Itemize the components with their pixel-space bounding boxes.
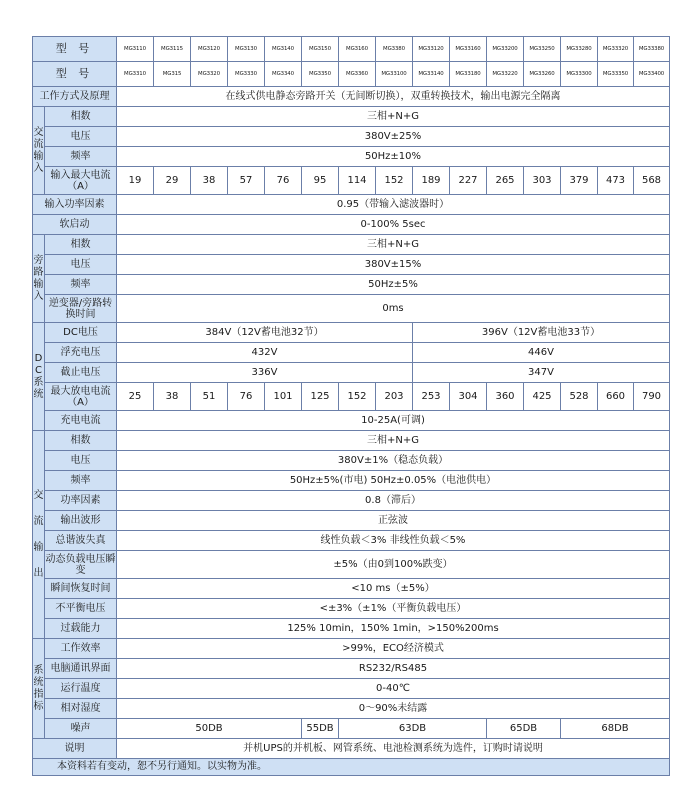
sys-eff-row [33,639,670,659]
model-cell: MG33140 [413,62,450,87]
value-cell: 303 [524,167,561,195]
sys-comm-value: RS232/RS485 [117,659,670,679]
dc-charge-value: 10-25A(可调) [117,411,670,431]
system-category: 系统指标 [33,639,45,739]
model-cell: MG33160 [450,37,487,62]
noise-cell: 50DB [117,719,302,739]
sys-noise-label: 噪声 [45,719,117,739]
sys-comm-row [33,659,670,679]
ac-freq-value: 50Hz±10% [117,147,670,167]
dc-voltage-row [33,323,670,343]
pf-row [33,195,670,215]
out-pf-row [33,491,670,511]
model-label-1: 型 号 [33,37,117,62]
model-cell: MG3160 [339,37,376,62]
value-cell: 304 [450,383,487,411]
out-wave-row [33,511,670,531]
out-dyn-value: ±5%（由0到100%跌变） [117,551,670,579]
ac-phase-row [33,107,670,127]
value-cell: 189 [413,167,450,195]
model-cell: MG3340 [265,62,302,87]
model-cell: MG3330 [228,62,265,87]
bypass-transfer-value: 0ms [117,295,670,323]
value-cell: 57 [228,167,265,195]
softstart-row [33,215,670,235]
out-unbal-value: <±3%（±1%（平衡负载电压） [117,599,670,619]
dc-float-a: 432V [117,343,413,363]
dc-charge-row [33,411,670,431]
value-cell: 360 [487,383,524,411]
model-cell: MG33200 [487,37,524,62]
model-label-2: 型 号 [33,62,117,87]
model-cell: MG3130 [228,37,265,62]
noise-cell: 68DB [561,719,670,739]
principle-row [33,87,670,107]
footer-note: 本资料若有变动，恕不另行通知。以实物为准。 [33,759,670,776]
model-cell: MG33400 [634,62,670,87]
value-cell: 51 [191,383,228,411]
value-cell: 114 [339,167,376,195]
out-recovery-label: 瞬间恢复时间 [45,579,117,599]
value-cell: 152 [376,167,413,195]
value-cell: 528 [561,383,598,411]
value-cell: 38 [154,383,191,411]
ac-voltage-row [33,127,670,147]
value-cell: 253 [413,383,450,411]
ac-current-row [33,167,670,195]
out-freq-row [33,471,670,491]
out-overload-label: 过载能力 [45,619,117,639]
model-cell: MG33280 [561,37,598,62]
bypass-category: 旁路输入 [33,235,45,323]
model-cell: MG3380 [376,37,413,62]
value-cell: 25 [117,383,154,411]
bypass-transfer-label: 逆变器/旁路转换时间 [45,295,117,323]
value-cell: 95 [302,167,339,195]
out-thd-row [33,531,670,551]
ac-phase-value: 三相+N+G [117,107,670,127]
principle-label: 工作方式及原理 [33,87,117,107]
out-thd-value: 线性负载＜3% 非线性负载＜5% [117,531,670,551]
out-phase-value: 三相+N+G [117,431,670,451]
model-cell: MG33250 [524,37,561,62]
sys-eff-value: >99%，ECO经济模式 [117,639,670,659]
remark-row [33,739,670,759]
model-cell: MG3115 [154,37,191,62]
model-cell: MG3140 [265,37,302,62]
model-cell: MG3150 [302,37,339,62]
sys-comm-label: 电脑通讯界面 [45,659,117,679]
dc-cutoff-b: 347V [413,363,670,383]
sys-noise-row [33,719,670,739]
dc-cutoff-row [33,363,670,383]
dc-cutoff-a: 336V [117,363,413,383]
out-pf-value: 0.8（滞后） [117,491,670,511]
model-cell: MG3320 [191,62,228,87]
out-wave-value: 正弦波 [117,511,670,531]
model-cell: MG3360 [339,62,376,87]
out-unbal-label: 不平衡电压 [45,599,117,619]
out-pf-label: 功率因素 [45,491,117,511]
model-cell: MG33350 [598,62,634,87]
bypass-transfer-row [33,295,670,323]
value-cell: 568 [634,167,670,195]
out-overload-value: 125% 10min，150% 1min，>150%200ms [117,619,670,639]
dc-float-label: 浮充电压 [45,343,117,363]
pf-label: 输入功率因素 [33,195,117,215]
sys-hum-row [33,699,670,719]
bypass-phase-label: 相数 [45,235,117,255]
ac-voltage-label: 电压 [45,127,117,147]
remark-label: 说明 [33,739,117,759]
dc-voltage-b: 396V（12V蓄电池33节） [413,323,670,343]
out-recovery-row [33,579,670,599]
bypass-freq-row [33,275,670,295]
model-cell: MG33220 [487,62,524,87]
out-dyn-label: 动态负载电压瞬变 [45,551,117,579]
value-cell: 227 [450,167,487,195]
out-phase-label: 相数 [45,431,117,451]
dc-cutoff-label: 截止电压 [45,363,117,383]
value-cell: 152 [339,383,376,411]
value-cell: 379 [561,167,598,195]
ac-phase-label: 相数 [45,107,117,127]
remark-value: 并机UPS的并机板、网管系统、电池检测系统为选件，订购时请说明 [117,739,670,759]
bypass-freq-value: 50Hz±5% [117,275,670,295]
out-phase-row [33,431,670,451]
model-row-2 [33,62,670,87]
value-cell: 203 [376,383,413,411]
model-cell: MG315 [154,62,191,87]
softstart-value: 0-100% 5sec [117,215,670,235]
softstart-label: 软启动 [33,215,117,235]
model-cell: MG33100 [376,62,413,87]
model-cell: MG33380 [634,37,670,62]
model-cell: MG33300 [561,62,598,87]
out-overload-row [33,619,670,639]
spec-sheet [32,36,670,776]
bypass-voltage-label: 电压 [45,255,117,275]
value-cell: 101 [265,383,302,411]
out-voltage-label: 电压 [45,451,117,471]
out-thd-label: 总谐波失真 [45,531,117,551]
ac-freq-label: 频率 [45,147,117,167]
noise-cell: 65DB [487,719,561,739]
sys-temp-value: 0-40℃ [117,679,670,699]
value-cell: 790 [634,383,670,411]
model-cell: MG33180 [450,62,487,87]
dc-float-b: 446V [413,343,670,363]
ac-input-category: 交流输入 [33,107,45,195]
dc-category: DC系统 [33,323,45,431]
output-category: 交流输出 [33,431,45,639]
ac-current-label: 输入最大电流（A） [45,167,117,195]
out-voltage-value: 380V±1%（稳态负载） [117,451,670,471]
out-unbal-row [33,599,670,619]
noise-cell: 55DB [302,719,339,739]
value-cell: 660 [598,383,634,411]
model-cell: MG3110 [117,37,154,62]
bypass-freq-label: 频率 [45,275,117,295]
noise-cell: 63DB [339,719,487,739]
value-cell: 19 [117,167,154,195]
value-cell: 76 [265,167,302,195]
dc-charge-label: 充电电流 [45,411,117,431]
model-cell: MG33260 [524,62,561,87]
dc-float-row [33,343,670,363]
dc-voltage-label: DC电压 [45,323,117,343]
sys-eff-label: 工作效率 [45,639,117,659]
sys-hum-value: 0～90%未结露 [117,699,670,719]
ac-voltage-value: 380V±25% [117,127,670,147]
out-wave-label: 输出波形 [45,511,117,531]
value-cell: 38 [191,167,228,195]
value-cell: 265 [487,167,524,195]
out-freq-value: 50Hz±5%(市电) 50Hz±0.05%（电池供电） [117,471,670,491]
pf-value: 0.95（带输入滤波器时） [117,195,670,215]
value-cell: 473 [598,167,634,195]
out-dyn-row [33,551,670,579]
sys-temp-label: 运行温度 [45,679,117,699]
model-cell: MG33320 [598,37,634,62]
model-cell: MG3120 [191,37,228,62]
out-voltage-row [33,451,670,471]
model-cell: MG3350 [302,62,339,87]
value-cell: 425 [524,383,561,411]
model-cell: MG33120 [413,37,450,62]
dc-discharge-label: 最大放电电流（A） [45,383,117,411]
footer-row [33,759,670,776]
value-cell: 29 [154,167,191,195]
ac-freq-row [33,147,670,167]
dc-discharge-row [33,383,670,411]
out-freq-label: 频率 [45,471,117,491]
sys-hum-label: 相对湿度 [45,699,117,719]
bypass-voltage-row [33,255,670,275]
value-cell: 125 [302,383,339,411]
bypass-phase-value: 三相+N+G [117,235,670,255]
bypass-phase-row [33,235,670,255]
principle-value: 在线式供电静态旁路开关（无间断切换），双重转换技术，输出电源完全隔离 [117,87,670,107]
bypass-voltage-value: 380V±15% [117,255,670,275]
sys-temp-row [33,679,670,699]
model-row-1 [33,37,670,62]
value-cell: 76 [228,383,265,411]
spec-table [32,36,670,776]
model-cell: MG3310 [117,62,154,87]
out-recovery-value: <10 ms（±5%） [117,579,670,599]
dc-voltage-a: 384V（12V蓄电池32节） [117,323,413,343]
